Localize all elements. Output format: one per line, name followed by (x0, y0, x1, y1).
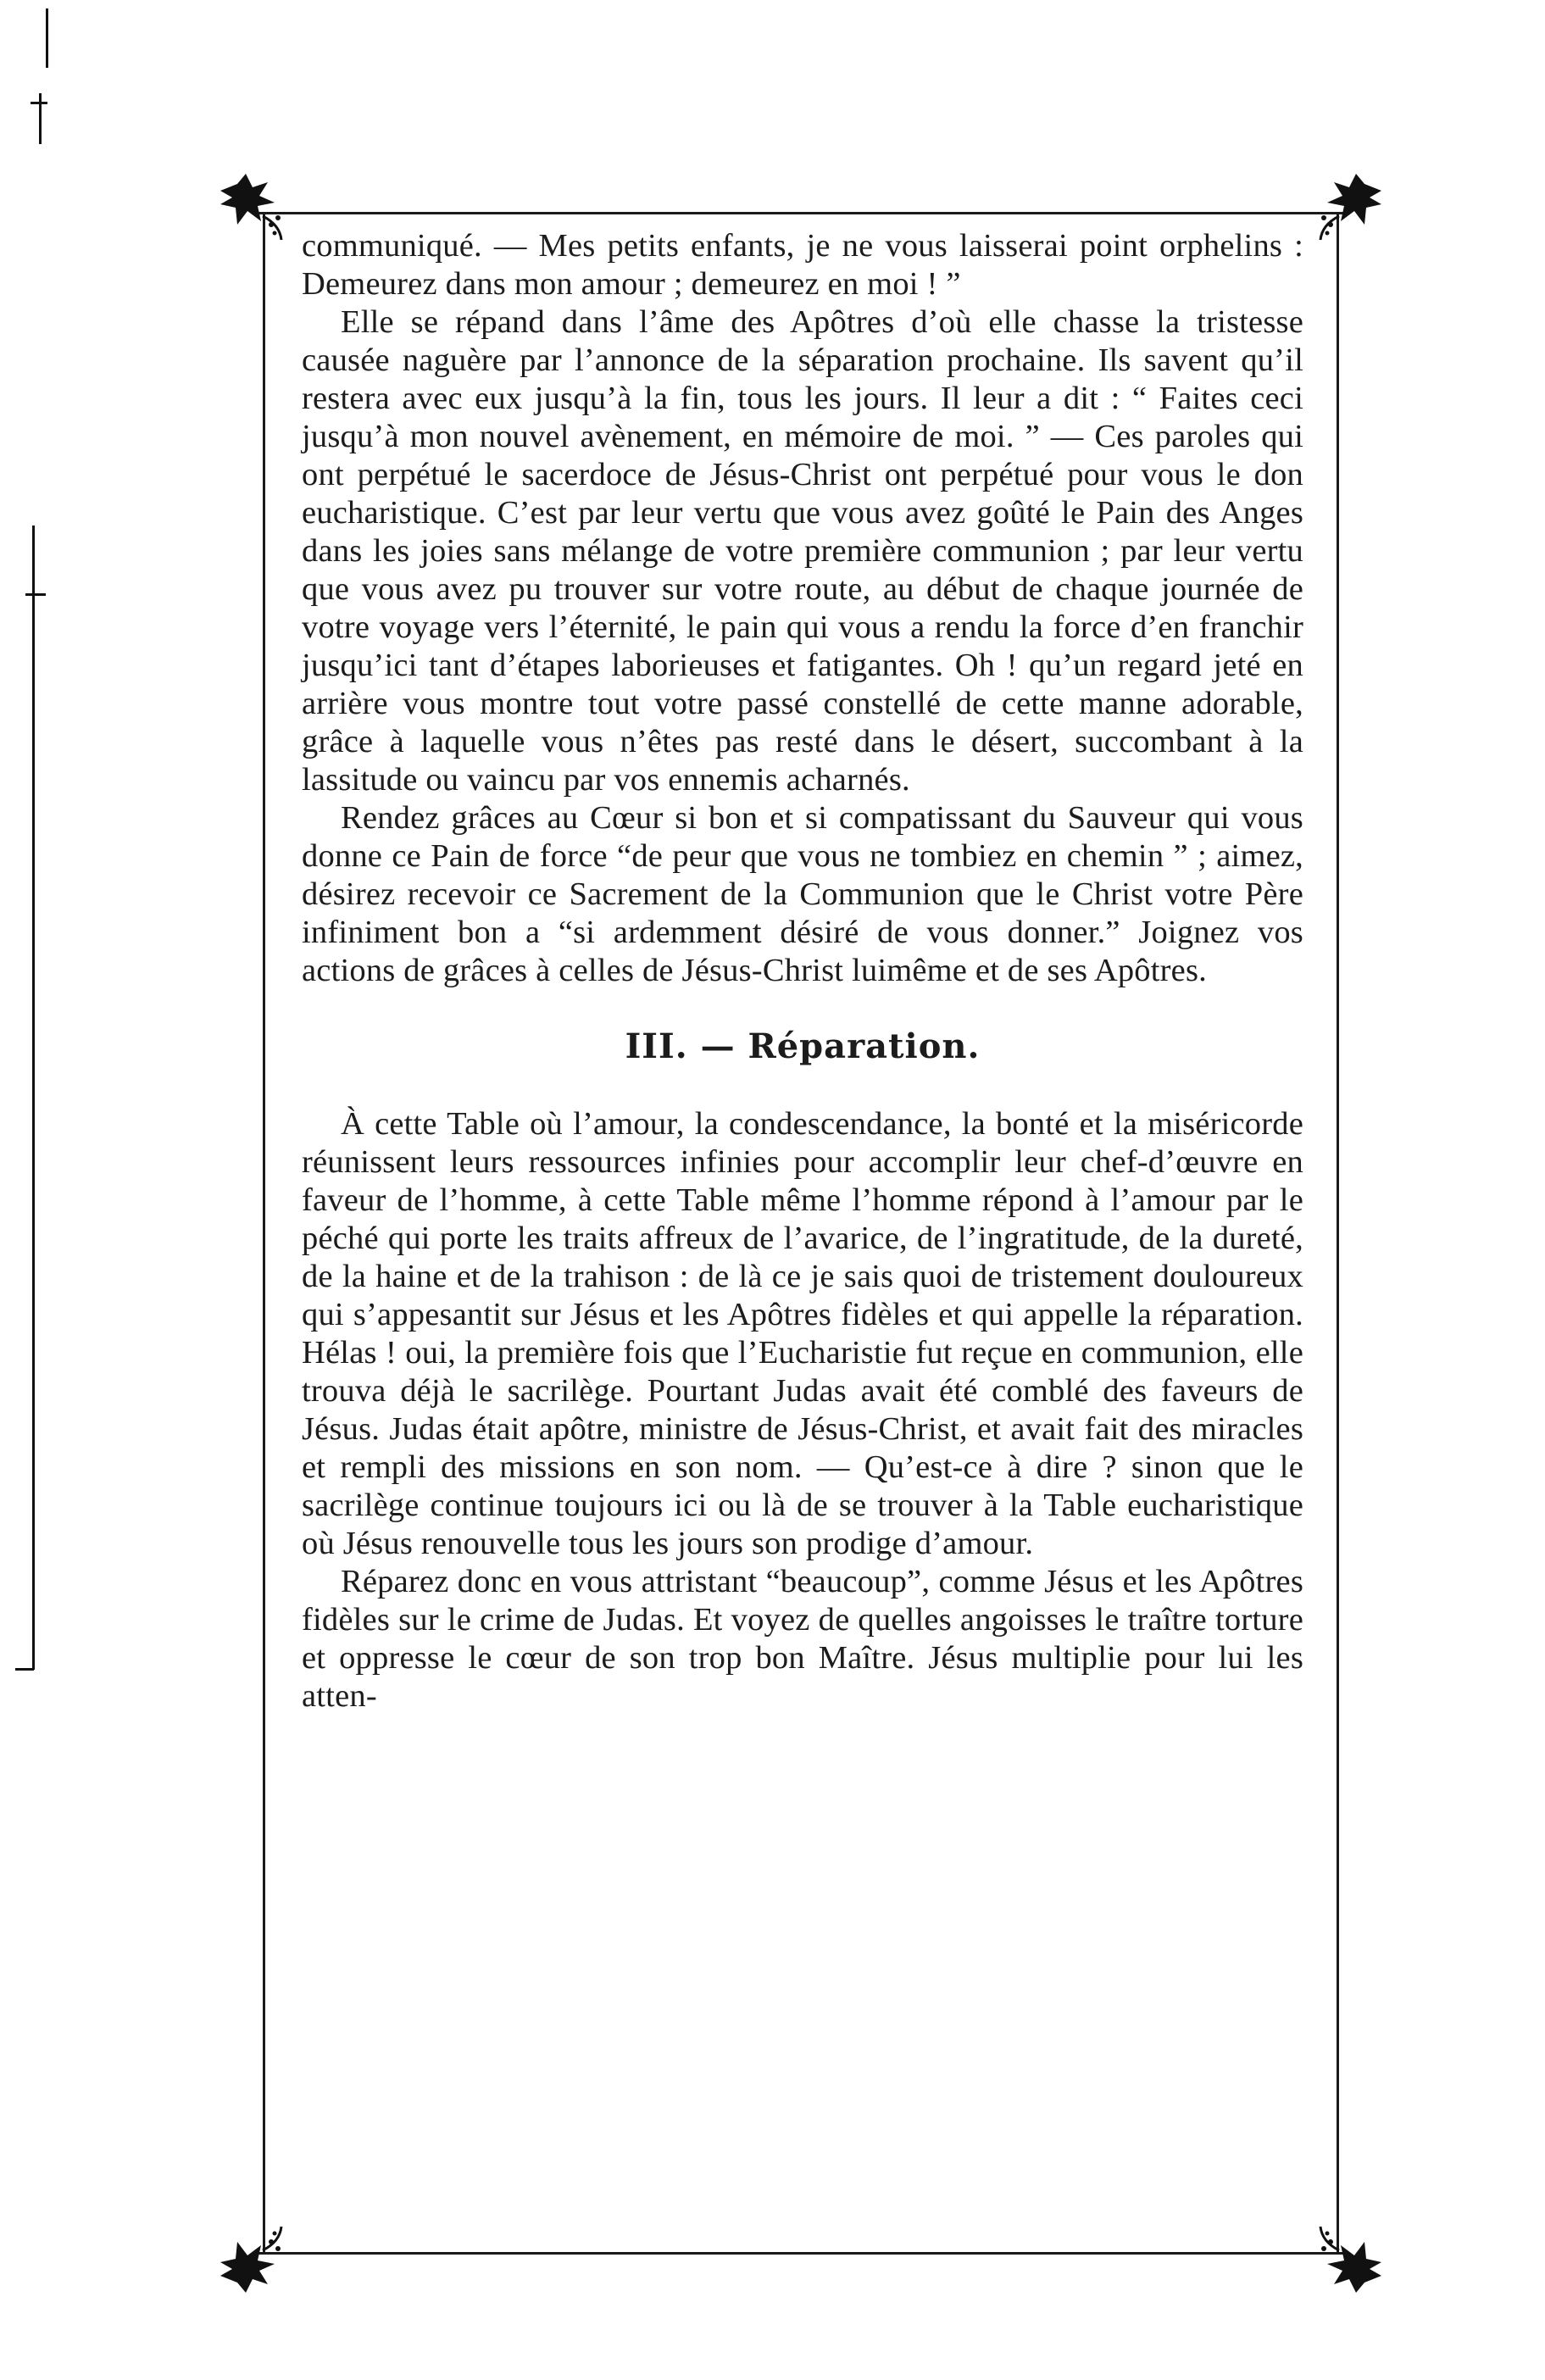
frame-rule-top (254, 212, 1348, 214)
page-text (302, 227, 1303, 1715)
vine-ornament-icon (1314, 165, 1390, 242)
paragraph: Rendez grâces au Cœur si bon et si compatissant du Sauveur qui vous donne ce Pain de force “de peur que vous ne tombiez en chemin ” ; aimez, désirez recevoir ce Sacrement de la Communion que le Christ votre Père infiniment bon a “si ardemment désiré de vous donner.” Joignez vos actions de grâces à celles de Jésus-Christ luimême et de ses Apôtres. (302, 800, 1303, 988)
scan-edge-mark (39, 93, 42, 144)
paragraph: À cette Table où l’amour, la condescendance, la bonté et la miséricorde réunissent leurs ressources infinies pour accomplir leur chef-d’œuvre en faveur de l’homme, à cette Table même l’homme répond à l’amour par le péché qui porte les traits affreux de l’avarice, de l’ingratitude, de la dureté, de la haine et de la trahison : de là ce je sais quoi de tristement douloureux qui s’appesantit sur Jésus et les Apôtres fidèles et qui appelle la réparation. Hélas ! oui, la première fois que l’Eucharistie fut reçue en communion, elle trouva déjà le sacrilège. Pourtant Judas avait été comblé des faveurs de Jésus. Judas était apôtre, ministre de Jésus-Christ, et avait fait des miracles et rempli des missions en son nom. — Qu’est-ce à dire ? sinon que le sacrilège continue toujours ici ou là de se trouver à la Table eucharistique où Jésus renouvelle tous les jours son prodige d’amour. (302, 1106, 1303, 1561)
frame-rule-right (1337, 212, 1339, 2255)
vine-ornament-icon (212, 2225, 288, 2301)
scan-edge-mark (32, 525, 35, 1670)
paragraph: Elle se répand dans l’âme des Apôtres d’où elle chasse la tristesse causée naguère par l’annonce de la séparation prochaine. Ils savent qu’il restera avec eux jusqu’à la fin, tous les jours. Il leur a dit : “ Faites ceci jusqu’à mon nouvel avènement, en mémoire de moi. ” — Ces paroles qui ont perpétué le sacerdoce de Jésus-Christ ont perpétué pour vous le don eucharistique. C’est par leur vertu que vous avez goûté le Pain des Anges dans les joies sans mélange de votre première communion ; par leur vertu que vous avez pu trouver sur votre route, au début de chaque journée de votre voyage vers l’éternité, le pain qui vous a rendu la force d’en franchir jusqu’ici tant d’étapes laborieuses et fatigantes. Oh ! qu’un regard jeté en arrière vous montre tout votre passé constellé de cette manne adorable, grâce à laquelle vous n’êtes pas resté dans le désert, succombant à la lassitude ou vaincu par vos ennemis acharnés. (302, 304, 1303, 798)
page-frame (254, 212, 1348, 2255)
vine-ornament-icon (212, 165, 288, 242)
scan-edge-mark (25, 593, 46, 596)
vine-ornament-icon (1314, 2225, 1390, 2301)
paragraph: Réparez donc en vous attristant “beaucoup”, comme Jésus et les Apôtres fidèles sur le crime de Judas. Et voyez de quelles angoisses le traître torture et oppresse le cœur de son trop bon Maître. Jésus multiplie pour lui les atten- (302, 1564, 1303, 1714)
frame-rule-bottom (254, 2252, 1348, 2255)
section-heading: III. — Réparation. (625, 1026, 981, 1066)
frame-rule-left (263, 212, 265, 2255)
scan-edge-mark (46, 8, 48, 68)
scan-edge-mark (15, 1668, 34, 1671)
paragraph: communiqué. — Mes petits enfants, je ne vous laisserai point orphelins : Demeurez dans mon amour ; demeurez en moi ! ” (302, 228, 1303, 302)
